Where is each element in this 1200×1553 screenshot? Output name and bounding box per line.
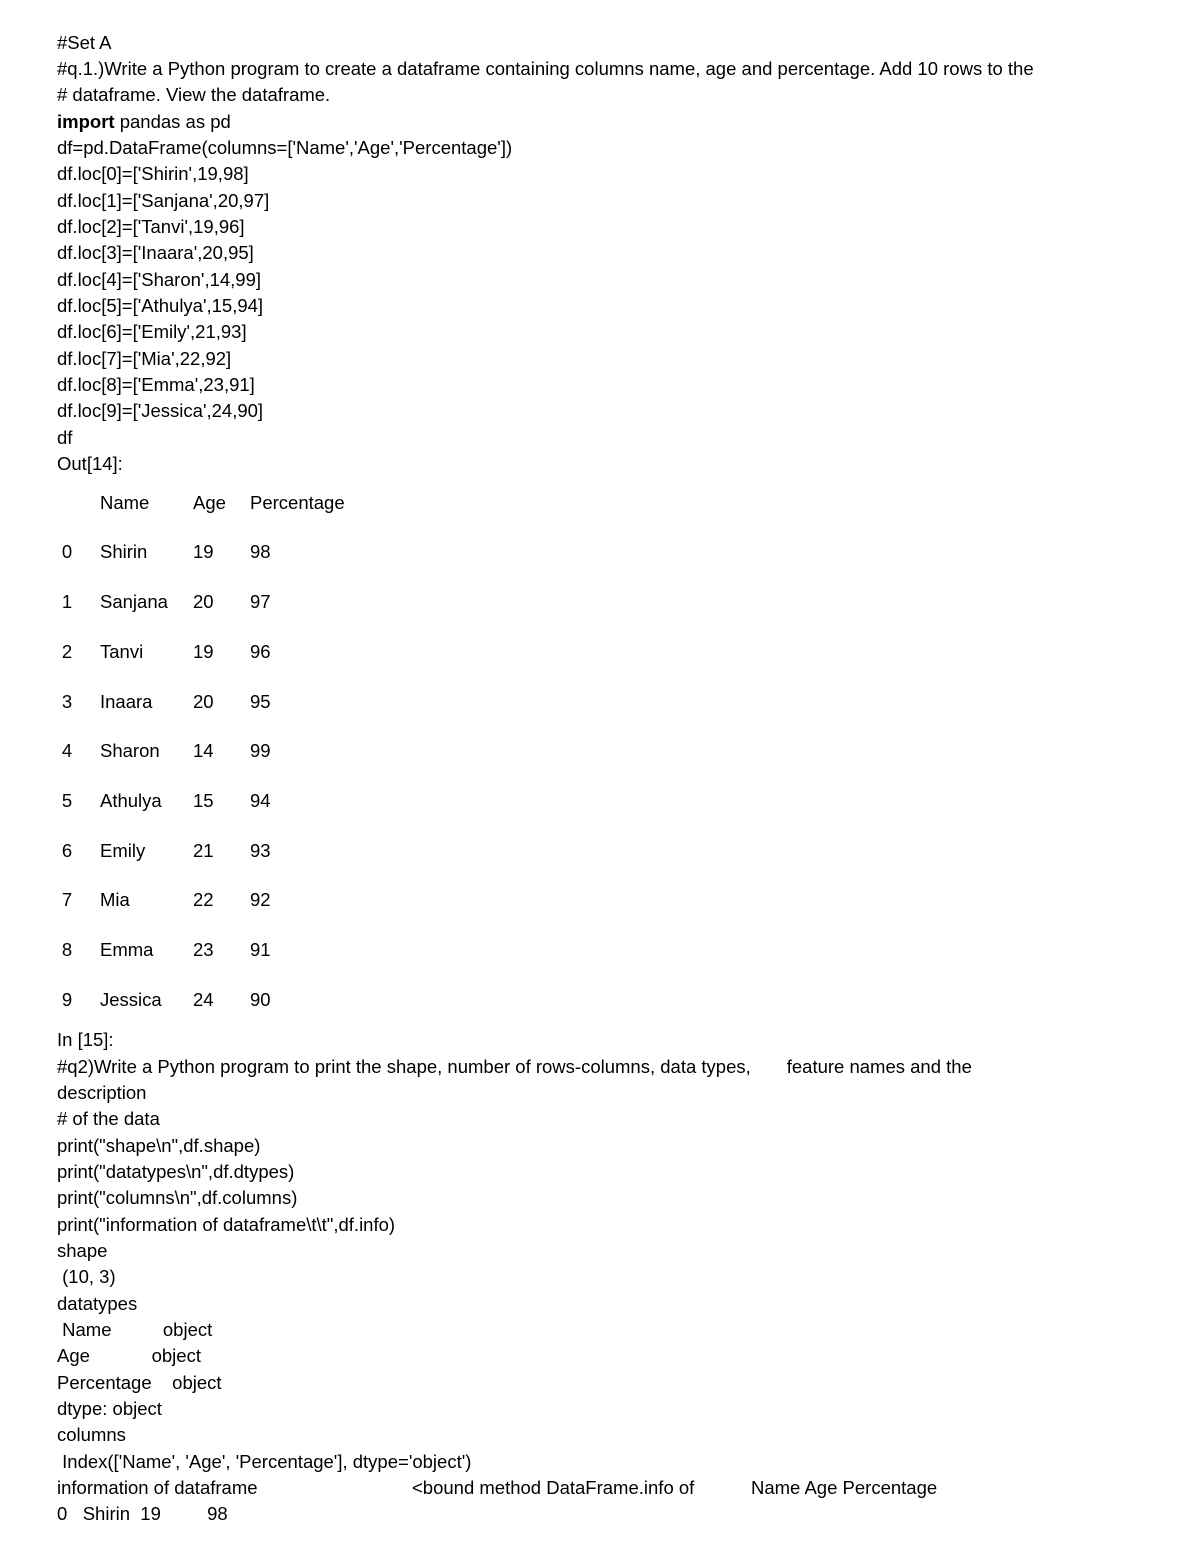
cell-percentage: 96 bbox=[250, 641, 271, 662]
output-last-line: 0 Shirin 19 98 bbox=[57, 1503, 228, 1524]
output-line: Name object bbox=[57, 1319, 213, 1340]
table-header-row bbox=[57, 488, 397, 518]
output-line: dtype: object bbox=[57, 1398, 162, 1419]
code-line: df.loc[0]=['Shirin',19,98] bbox=[57, 163, 249, 184]
code-line: df.loc[4]=['Sharon',14,99] bbox=[57, 269, 262, 290]
cell-name: Inaara bbox=[100, 691, 153, 712]
table-row bbox=[57, 736, 397, 766]
output-line: Age object bbox=[57, 1345, 201, 1366]
cell-age: 15 bbox=[193, 790, 214, 811]
output-line: Index(['Name', 'Age', 'Percentage'], dtype='object') bbox=[57, 1451, 472, 1472]
code-line: df=pd.DataFrame(columns=['Name','Age','Percentage']) bbox=[57, 137, 513, 158]
table-row bbox=[57, 587, 397, 617]
q2-comment-line-1: #q2)Write a Python program to print the shape, number of rows-columns, data types, feature names and the bbox=[57, 1056, 972, 1077]
code-line: df.loc[1]=['Sanjana',20,97] bbox=[57, 190, 270, 211]
cell-percentage: 91 bbox=[250, 939, 271, 960]
cell-percentage: 90 bbox=[250, 989, 271, 1010]
column-header-name: Name bbox=[100, 492, 150, 513]
info-label: information of dataframe bbox=[57, 1477, 258, 1498]
output-line: datatypes bbox=[57, 1293, 138, 1314]
code-line: df.loc[3]=['Inaara',20,95] bbox=[57, 242, 254, 263]
cell-age: 21 bbox=[193, 840, 214, 861]
row-index: 7 bbox=[61, 889, 73, 910]
cell-name: Emma bbox=[100, 939, 154, 960]
cell-age: 19 bbox=[193, 641, 214, 662]
row-index: 5 bbox=[61, 790, 73, 811]
q2-comment-line-2: description bbox=[57, 1082, 147, 1103]
out-label: Out[14]: bbox=[57, 453, 123, 474]
print-line: print("shape\n",df.shape) bbox=[57, 1135, 261, 1156]
cell-age: 20 bbox=[193, 591, 214, 612]
cell-age: 14 bbox=[193, 740, 214, 761]
cell-name: Emily bbox=[100, 840, 146, 861]
table-row bbox=[57, 935, 397, 965]
code-line: df.loc[7]=['Mia',22,92] bbox=[57, 348, 232, 369]
column-header-percentage: Percentage bbox=[250, 492, 345, 513]
cell-age: 20 bbox=[193, 691, 214, 712]
table-row bbox=[57, 985, 397, 1015]
print-line: print("columns\n",df.columns) bbox=[57, 1187, 298, 1208]
q2-comment-line-3: # of the data bbox=[57, 1108, 160, 1129]
output-line: (10, 3) bbox=[57, 1266, 116, 1287]
import-rest: pandas as pd bbox=[114, 111, 231, 132]
q1-comment-line-1: #q.1.)Write a Python program to create a dataframe containing columns name, age and percentage. Add 10 rows to the bbox=[57, 58, 1034, 79]
info-header: Name Age Percentage bbox=[751, 1477, 938, 1498]
code-line: df.loc[6]=['Emily',21,93] bbox=[57, 321, 247, 342]
row-index: 8 bbox=[61, 939, 73, 960]
code-line: df.loc[5]=['Athulya',15,94] bbox=[57, 295, 264, 316]
q1-comment-line-2: # dataframe. View the dataframe. bbox=[57, 84, 331, 105]
set-title: #Set A bbox=[57, 32, 112, 53]
cell-percentage: 92 bbox=[250, 889, 271, 910]
row-index: 4 bbox=[61, 740, 73, 761]
row-index: 0 bbox=[61, 541, 73, 562]
print-line: print("datatypes\n",df.dtypes) bbox=[57, 1161, 295, 1182]
cell-name: Athulya bbox=[100, 790, 162, 811]
output-line: columns bbox=[57, 1424, 126, 1445]
cell-percentage: 97 bbox=[250, 591, 271, 612]
cell-age: 22 bbox=[193, 889, 214, 910]
row-index: 3 bbox=[61, 691, 73, 712]
cell-name: Tanvi bbox=[100, 641, 144, 662]
cell-name: Mia bbox=[100, 889, 130, 910]
output-line: shape bbox=[57, 1240, 108, 1261]
cell-percentage: 99 bbox=[250, 740, 271, 761]
cell-age: 19 bbox=[193, 541, 214, 562]
row-index: 1 bbox=[61, 591, 73, 612]
code-line: df bbox=[57, 427, 73, 448]
cell-percentage: 95 bbox=[250, 691, 271, 712]
code-line: df.loc[9]=['Jessica',24,90] bbox=[57, 400, 264, 421]
column-header-age: Age bbox=[193, 492, 226, 513]
row-index: 2 bbox=[61, 641, 73, 662]
output-line: Percentage object bbox=[57, 1372, 222, 1393]
table-row bbox=[57, 836, 397, 866]
cell-name: Shirin bbox=[100, 541, 148, 562]
cell-name: Jessica bbox=[100, 989, 162, 1010]
table-row bbox=[57, 786, 397, 816]
table-row bbox=[57, 637, 397, 667]
import-keyword: import bbox=[57, 111, 115, 132]
cell-name: Sharon bbox=[100, 740, 160, 761]
cell-age: 24 bbox=[193, 989, 214, 1010]
cell-percentage: 94 bbox=[250, 790, 271, 811]
cell-age: 23 bbox=[193, 939, 214, 960]
table-row bbox=[57, 687, 397, 717]
table-row bbox=[57, 537, 397, 567]
info-bound-method: <bound method DataFrame.info of bbox=[412, 1477, 695, 1498]
row-index: 9 bbox=[61, 989, 73, 1010]
code-line: df.loc[2]=['Tanvi',19,96] bbox=[57, 216, 245, 237]
row-index: 6 bbox=[61, 840, 73, 861]
code-line: df.loc[8]=['Emma',23,91] bbox=[57, 374, 255, 395]
cell-percentage: 98 bbox=[250, 541, 271, 562]
table-row bbox=[57, 885, 397, 915]
cell-percentage: 93 bbox=[250, 840, 271, 861]
import-line bbox=[57, 111, 231, 133]
in-label: In [15]: bbox=[57, 1029, 114, 1050]
print-line: print("information of dataframe\t\t",df.info) bbox=[57, 1214, 396, 1235]
cell-name: Sanjana bbox=[100, 591, 168, 612]
